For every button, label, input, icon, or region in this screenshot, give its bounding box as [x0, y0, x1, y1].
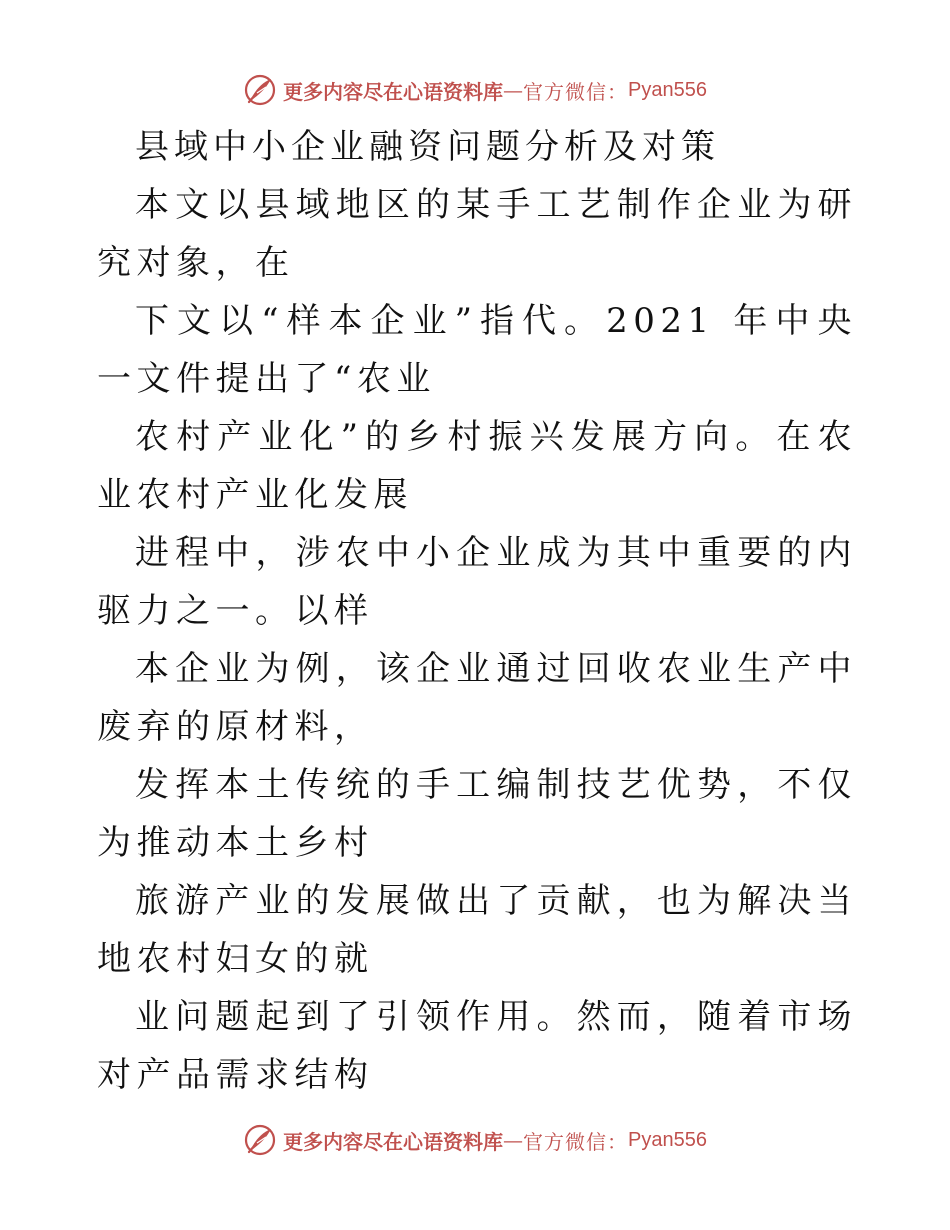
- paragraph: 业问题起到了引领作用。然而，随着市场对产品需求结构: [97, 997, 857, 1095]
- paragraph: 本企业为例，该企业通过回收农业生产中废弃的原材料，: [97, 649, 857, 747]
- paragraph: 本文以县域地区的某手工艺制作企业为研究对象，在: [97, 185, 857, 283]
- feather-pen-logo-icon: [243, 73, 277, 107]
- header-watermark-banner: [0, 70, 950, 110]
- paragraph: 农村产业化”的乡村振兴发展方向。在农业农村产业化发展: [97, 417, 857, 515]
- banner-main-text: 更多内容尽在心语资料库: [283, 79, 504, 104]
- banner-wechat-label: 官方微信：: [523, 79, 629, 104]
- banner-main-text: 更多内容尽在心语资料库: [283, 1129, 504, 1154]
- paragraph: 旅游产业的发展做出了贡献，也为解决当地农村妇女的就: [97, 881, 857, 979]
- paragraph: 下文以“样本企业”指代。2021 年中央一文件提出了“农业: [97, 301, 857, 399]
- banner-wechat-id: Pyan556: [628, 1128, 707, 1151]
- paragraph: 发挥本土传统的手工编制技艺优势，不仅为推动本土乡村: [97, 765, 857, 863]
- banner-dash: —: [503, 1128, 524, 1152]
- banner-wechat-label: 官方微信：: [523, 1129, 629, 1154]
- banner-wechat-id: Pyan556: [628, 78, 707, 101]
- document-title: 县域中小企业融资问题分析及对策: [135, 127, 720, 167]
- paragraph: 进程中，涉农中小企业成为其中重要的内驱力之一。以样: [97, 533, 857, 631]
- banner-dash: —: [503, 78, 524, 102]
- footer-watermark-banner: [0, 1120, 950, 1160]
- feather-pen-logo-icon: [243, 1123, 277, 1157]
- document-body: [97, 118, 857, 1104]
